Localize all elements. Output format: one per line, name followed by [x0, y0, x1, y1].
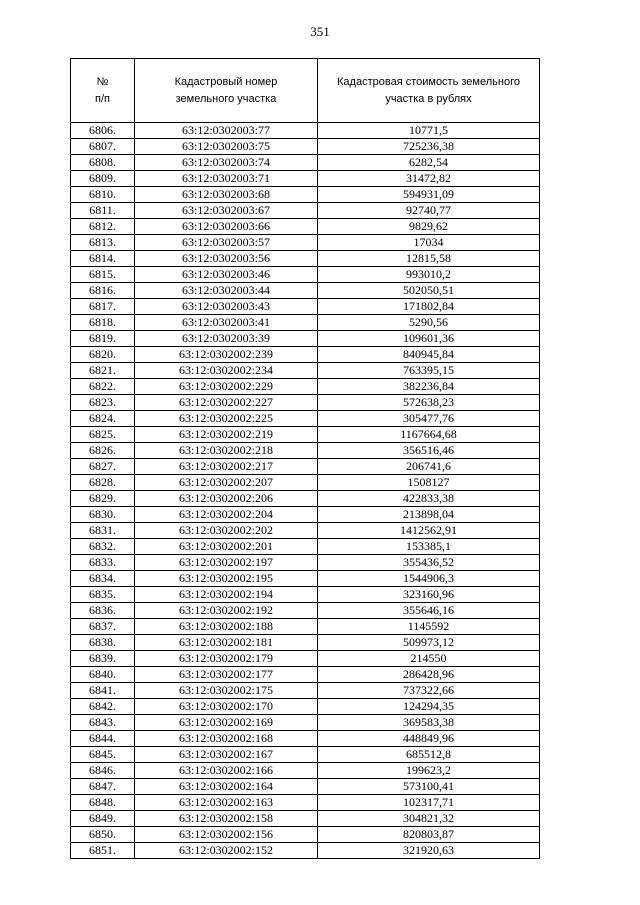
row-number: 6815.	[71, 267, 135, 283]
cadastral-number: 63:12:0302002:166	[135, 763, 318, 779]
cadastral-value: 685512,8	[318, 747, 540, 763]
cadastral-value: 153385,1	[318, 539, 540, 555]
cadastral-value: 9829,62	[318, 219, 540, 235]
table-row	[71, 299, 540, 315]
row-number: 6850.	[71, 827, 135, 843]
cadastral-number: 63:12:0302003:56	[135, 251, 318, 267]
table-row	[71, 379, 540, 395]
row-number: 6810.	[71, 187, 135, 203]
row-number: 6807.	[71, 139, 135, 155]
cadastral-number: 63:12:0302002:181	[135, 635, 318, 651]
table-row	[71, 779, 540, 795]
cadastral-number: 63:12:0302003:68	[135, 187, 318, 203]
cadastral-number: 63:12:0302002:152	[135, 843, 318, 859]
cadastral-value: 31472,82	[318, 171, 540, 187]
cadastral-value: 321920,63	[318, 843, 540, 859]
cadastral-value: 594931,09	[318, 187, 540, 203]
table-row	[71, 603, 540, 619]
row-number: 6811.	[71, 203, 135, 219]
row-number: 6846.	[71, 763, 135, 779]
cadastral-value: 1145592	[318, 619, 540, 635]
cadastral-number: 63:12:0302002:207	[135, 475, 318, 491]
cadastral-number: 63:12:0302002:168	[135, 731, 318, 747]
row-number: 6845.	[71, 747, 135, 763]
header-number-line2: п/п	[95, 92, 110, 105]
table-row	[71, 651, 540, 667]
table-row	[71, 539, 540, 555]
cadastral-number: 63:12:0302002:218	[135, 443, 318, 459]
cadastral-number: 63:12:0302002:156	[135, 827, 318, 843]
cadastral-value: 509973,12	[318, 635, 540, 651]
cadastral-number: 63:12:0302002:219	[135, 427, 318, 443]
row-number: 6832.	[71, 539, 135, 555]
cadastral-number: 63:12:0302003:46	[135, 267, 318, 283]
row-number: 6844.	[71, 731, 135, 747]
table-row	[71, 171, 540, 187]
table-row	[71, 427, 540, 443]
table-row	[71, 123, 540, 139]
cadastral-value-table	[70, 58, 540, 859]
cadastral-number: 63:12:0302002:229	[135, 379, 318, 395]
cadastral-number: 63:12:0302003:41	[135, 315, 318, 331]
cadastral-value: 382236,84	[318, 379, 540, 395]
cadastral-number: 63:12:0302002:234	[135, 363, 318, 379]
row-number: 6820.	[71, 347, 135, 363]
row-number: 6842.	[71, 699, 135, 715]
cadastral-value: 124294,35	[318, 699, 540, 715]
row-number: 6841.	[71, 683, 135, 699]
row-number: 6816.	[71, 283, 135, 299]
row-number: 6818.	[71, 315, 135, 331]
table-row	[71, 475, 540, 491]
cadastral-number: 63:12:0302002:194	[135, 587, 318, 603]
row-number: 6851.	[71, 843, 135, 859]
row-number: 6840.	[71, 667, 135, 683]
cadastral-number: 63:12:0302003:39	[135, 331, 318, 347]
cadastral-value: 5290,56	[318, 315, 540, 331]
table-row	[71, 411, 540, 427]
cadastral-number: 63:12:0302003:71	[135, 171, 318, 187]
table-row	[71, 395, 540, 411]
page-number: 351	[310, 24, 330, 39]
table-row	[71, 747, 540, 763]
table-row	[71, 843, 540, 859]
row-number: 6848.	[71, 795, 135, 811]
cadastral-value: 448849,96	[318, 731, 540, 747]
row-number: 6833.	[71, 555, 135, 571]
cadastral-value: 573100,41	[318, 779, 540, 795]
cadastral-value: 737322,66	[318, 683, 540, 699]
cadastral-number: 63:12:0302002:225	[135, 411, 318, 427]
table-row	[71, 283, 540, 299]
cadastral-value: 286428,96	[318, 667, 540, 683]
cadastral-number: 63:12:0302002:177	[135, 667, 318, 683]
row-number: 6806.	[71, 123, 135, 139]
row-number: 6822.	[71, 379, 135, 395]
header-value-line2: участка в рублях	[385, 92, 472, 105]
header-cadastral-value	[318, 59, 540, 123]
row-number: 6821.	[71, 363, 135, 379]
cadastral-value: 502050,51	[318, 283, 540, 299]
cadastral-value: 10771,5	[318, 123, 540, 139]
table-row	[71, 155, 540, 171]
cadastral-number: 63:12:0302003:67	[135, 203, 318, 219]
table-header-row	[71, 59, 540, 123]
table-row	[71, 203, 540, 219]
cadastral-number: 63:12:0302003:44	[135, 283, 318, 299]
table-row	[71, 331, 540, 347]
cadastral-value: 355436,52	[318, 555, 540, 571]
table-row	[71, 795, 540, 811]
cadastral-value: 1167664,68	[318, 427, 540, 443]
cadastral-number: 63:12:0302003:57	[135, 235, 318, 251]
cadastral-value: 840945,84	[318, 347, 540, 363]
table-row	[71, 715, 540, 731]
cadastral-number: 63:12:0302002:175	[135, 683, 318, 699]
cadastral-number: 63:12:0302002:217	[135, 459, 318, 475]
cadastral-number: 63:12:0302002:163	[135, 795, 318, 811]
table-row	[71, 683, 540, 699]
row-number: 6829.	[71, 491, 135, 507]
table-row	[71, 667, 540, 683]
cadastral-value: 109601,36	[318, 331, 540, 347]
row-number: 6809.	[71, 171, 135, 187]
cadastral-number: 63:12:0302002:202	[135, 523, 318, 539]
table-row	[71, 251, 540, 267]
cadastral-value: 17034	[318, 235, 540, 251]
cadastral-value: 1508127	[318, 475, 540, 491]
cadastral-value: 102317,71	[318, 795, 540, 811]
row-number: 6817.	[71, 299, 135, 315]
cadastral-number: 63:12:0302003:43	[135, 299, 318, 315]
cadastral-value: 572638,23	[318, 395, 540, 411]
table-row	[71, 699, 540, 715]
table-row	[71, 587, 540, 603]
table-row	[71, 139, 540, 155]
cadastral-value: 206741,6	[318, 459, 540, 475]
cadastral-value: 820803,87	[318, 827, 540, 843]
table-row	[71, 459, 540, 475]
row-number: 6831.	[71, 523, 135, 539]
row-number: 6814.	[71, 251, 135, 267]
table-row	[71, 491, 540, 507]
row-number: 6830.	[71, 507, 135, 523]
cadastral-number: 63:12:0302002:158	[135, 811, 318, 827]
table-row	[71, 315, 540, 331]
cadastral-value: 763395,15	[318, 363, 540, 379]
cadastral-value: 422833,38	[318, 491, 540, 507]
row-number: 6823.	[71, 395, 135, 411]
cadastral-number: 63:12:0302002:179	[135, 651, 318, 667]
row-number: 6808.	[71, 155, 135, 171]
table-row	[71, 347, 540, 363]
table-row	[71, 571, 540, 587]
cadastral-number: 63:12:0302003:75	[135, 139, 318, 155]
table-row	[71, 235, 540, 251]
table-row	[71, 619, 540, 635]
cadastral-number: 63:12:0302002:164	[135, 779, 318, 795]
row-number: 6834.	[71, 571, 135, 587]
cadastral-value: 356516,46	[318, 443, 540, 459]
table-row	[71, 827, 540, 843]
table-row	[71, 763, 540, 779]
header-number-line1: №	[96, 75, 109, 88]
table-row	[71, 523, 540, 539]
row-number: 6824.	[71, 411, 135, 427]
cadastral-value: 304821,32	[318, 811, 540, 827]
header-cadastral-line2: земельного участка	[175, 92, 277, 105]
cadastral-value: 171802,84	[318, 299, 540, 315]
header-value-line1: Кадастровая стоимость земельного	[337, 75, 520, 88]
row-number: 6828.	[71, 475, 135, 491]
table-row	[71, 187, 540, 203]
table-row	[71, 219, 540, 235]
cadastral-value: 214550	[318, 651, 540, 667]
cadastral-value: 213898,04	[318, 507, 540, 523]
cadastral-number: 63:12:0302002:188	[135, 619, 318, 635]
cadastral-value: 1544906,3	[318, 571, 540, 587]
cadastral-number: 63:12:0302002:170	[135, 699, 318, 715]
cadastral-number: 63:12:0302002:169	[135, 715, 318, 731]
table-row	[71, 443, 540, 459]
table-row	[71, 731, 540, 747]
cadastral-value: 1412562,91	[318, 523, 540, 539]
cadastral-number: 63:12:0302002:192	[135, 603, 318, 619]
row-number: 6835.	[71, 587, 135, 603]
table-body	[71, 123, 540, 859]
cadastral-value: 305477,76	[318, 411, 540, 427]
table-row	[71, 635, 540, 651]
cadastral-number: 63:12:0302002:204	[135, 507, 318, 523]
cadastral-number: 63:12:0302002:239	[135, 347, 318, 363]
row-number: 6827.	[71, 459, 135, 475]
row-number: 6825.	[71, 427, 135, 443]
row-number: 6843.	[71, 715, 135, 731]
cadastral-number: 63:12:0302002:201	[135, 539, 318, 555]
cadastral-number: 63:12:0302002:197	[135, 555, 318, 571]
cadastral-number: 63:12:0302002:227	[135, 395, 318, 411]
table-row	[71, 363, 540, 379]
cadastral-number: 63:12:0302003:74	[135, 155, 318, 171]
row-number: 6819.	[71, 331, 135, 347]
cadastral-number: 63:12:0302003:77	[135, 123, 318, 139]
cadastral-number: 63:12:0302002:206	[135, 491, 318, 507]
cadastral-value: 323160,96	[318, 587, 540, 603]
cadastral-value: 12815,58	[318, 251, 540, 267]
row-number: 6836.	[71, 603, 135, 619]
cadastral-number: 63:12:0302003:66	[135, 219, 318, 235]
row-number: 6838.	[71, 635, 135, 651]
row-number: 6839.	[71, 651, 135, 667]
cadastral-value: 993010,2	[318, 267, 540, 283]
header-cadastral-line1: Кадастровый номер	[174, 75, 278, 88]
cadastral-value: 355646,16	[318, 603, 540, 619]
cadastral-value: 369583,38	[318, 715, 540, 731]
row-number: 6813.	[71, 235, 135, 251]
table-row	[71, 555, 540, 571]
row-number: 6849.	[71, 811, 135, 827]
table-row	[71, 811, 540, 827]
cadastral-value: 725236,38	[318, 139, 540, 155]
cadastral-number: 63:12:0302002:195	[135, 571, 318, 587]
cadastral-value: 6282,54	[318, 155, 540, 171]
cadastral-value: 92740,77	[318, 203, 540, 219]
row-number: 6837.	[71, 619, 135, 635]
row-number: 6812.	[71, 219, 135, 235]
table-row	[71, 267, 540, 283]
header-cadastral-number	[135, 59, 318, 123]
header-number	[71, 59, 135, 123]
row-number: 6826.	[71, 443, 135, 459]
cadastral-value: 199623,2	[318, 763, 540, 779]
row-number: 6847.	[71, 779, 135, 795]
cadastral-number: 63:12:0302002:167	[135, 747, 318, 763]
table-row	[71, 507, 540, 523]
